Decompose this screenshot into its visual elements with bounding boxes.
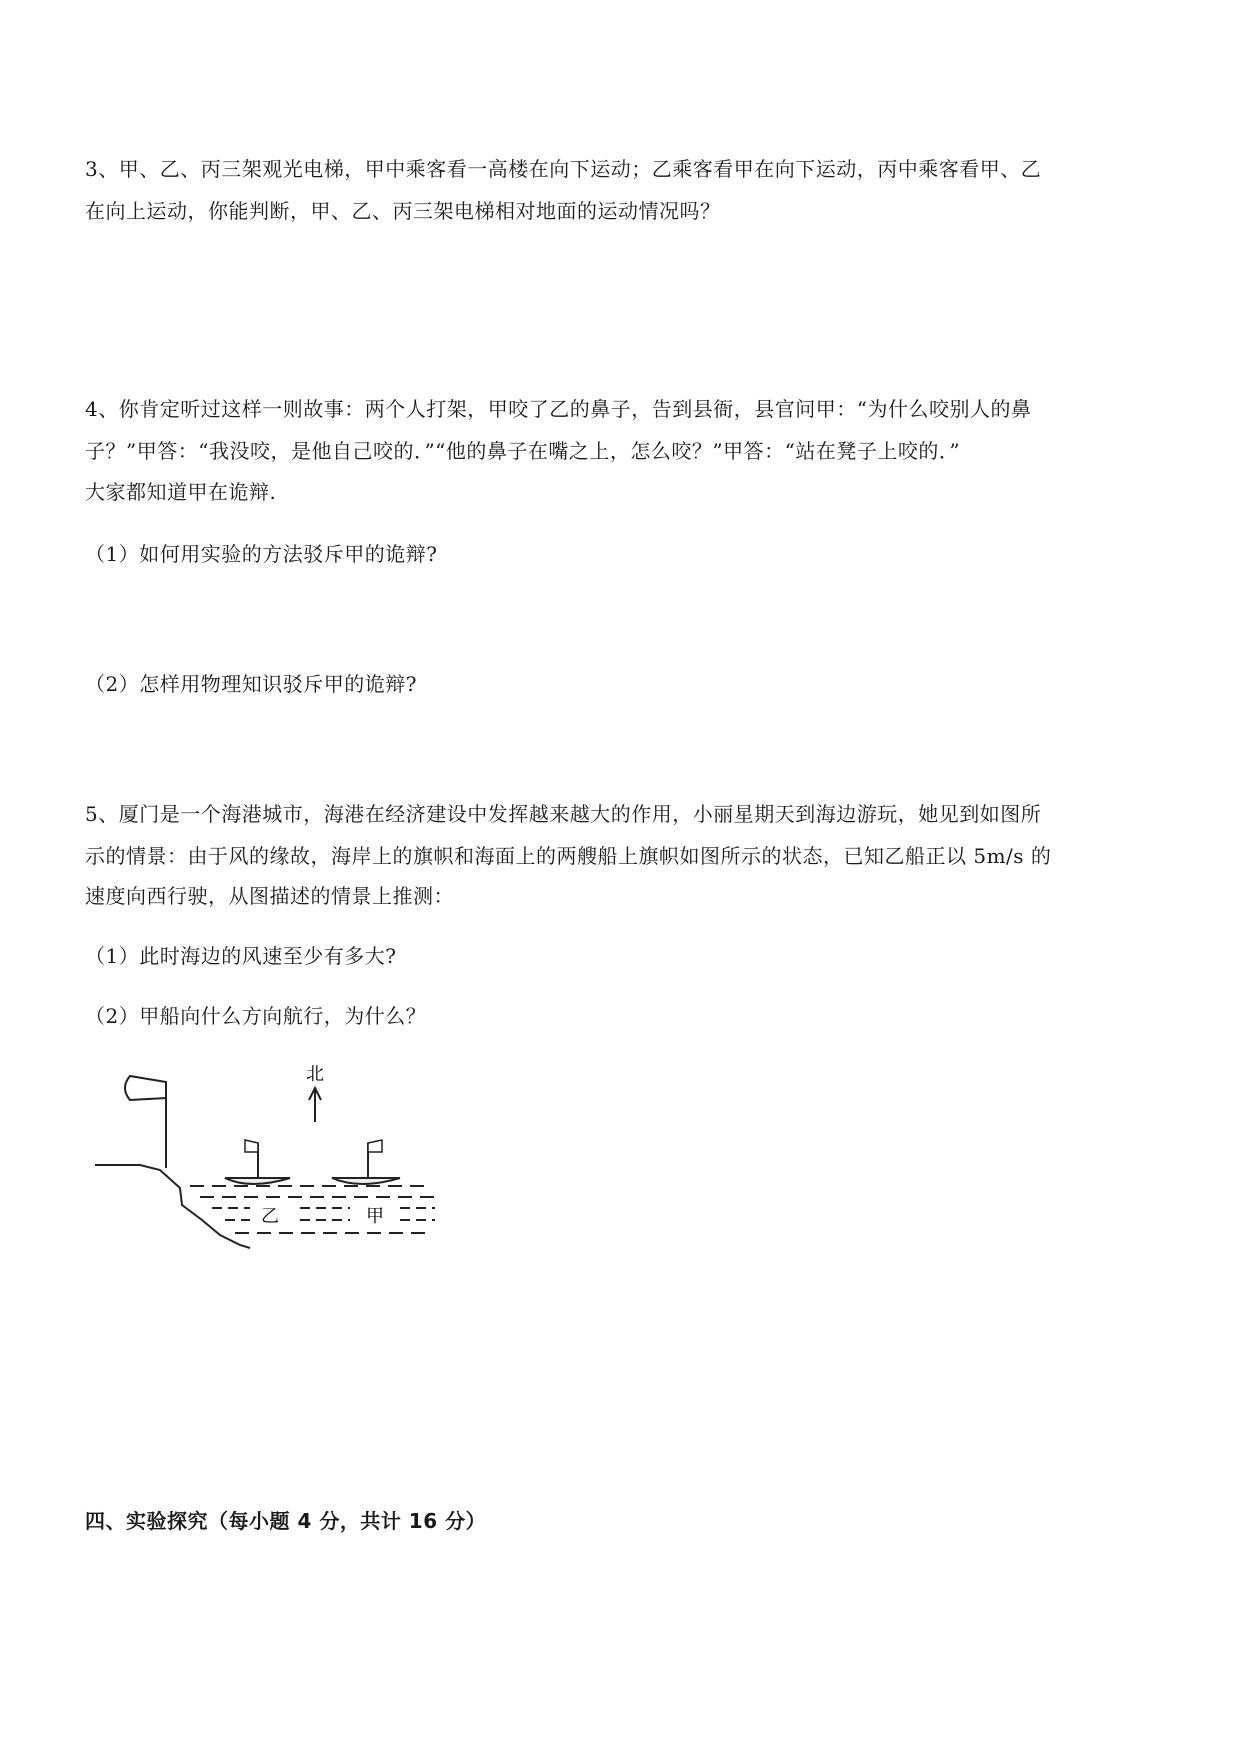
q4-line-1: 4、你肯定听过这样一则故事：两个人打架，甲咬了乙的鼻子，告到县衙，县官问甲：“为什么咬别人的鼻: [85, 397, 1032, 421]
q5-subquestion-1: （1）此时海边的风速至少有多大?: [85, 944, 397, 968]
q4-subquestion-1: （1）如何用实验的方法驳斥甲的诡辩?: [85, 542, 438, 566]
boat-jia-label: 甲: [366, 1206, 384, 1227]
north-arrow-icon: [309, 1088, 321, 1122]
section-4-heading: 四、实验探究（每小题 4 分，共计 16 分）: [85, 1509, 487, 1533]
q3-line-1: 3、甲、乙、丙三架观光电梯，甲中乘客看一高楼在向下运动；乙乘客看甲在向下运动，丙中乘客看甲、乙: [85, 157, 1042, 181]
q5-line-3: 速度向西行驶，从图描述的情景上推测：: [85, 884, 454, 908]
shore-flag-icon: [125, 1076, 166, 1168]
q5-subquestion-2: （2）甲船向什么方向航行，为什么？: [85, 1004, 427, 1028]
q5-line-2: 示的情景：由于风的缘故，海岸上的旗帜和海面上的两艘船上旗帜如图所示的状态，已知乙船正以 5m/s 的: [85, 844, 1052, 868]
q4-line-3: 大家都知道甲在诡辩.: [85, 480, 277, 504]
q5-line-1: 5、厦门是一个海港城市，海港在经济建设中发挥越来越大的作用，小丽星期天到海边游玩，她见到如图所: [85, 802, 1042, 826]
q4-subquestion-2: （2）怎样用物理知识驳斥甲的诡辩?: [85, 672, 417, 696]
q4-line-2: 子？”甲答：“我没咬，是他自己咬的．”“他的鼻子在嘴之上，怎么咬？”甲答：“站在凳子上咬的．”: [85, 439, 961, 463]
harbor-figure: [90, 1060, 510, 1260]
water-lines: [190, 1186, 435, 1233]
q3-line-2: 在向上运动，你能判断，甲、乙、丙三架电梯相对地面的运动情况吗？: [85, 199, 721, 223]
north-label: 北: [306, 1064, 324, 1085]
boat-yi-icon: [225, 1140, 290, 1184]
boat-yi-label: 乙: [261, 1206, 279, 1227]
boat-jia-icon: [332, 1140, 400, 1184]
